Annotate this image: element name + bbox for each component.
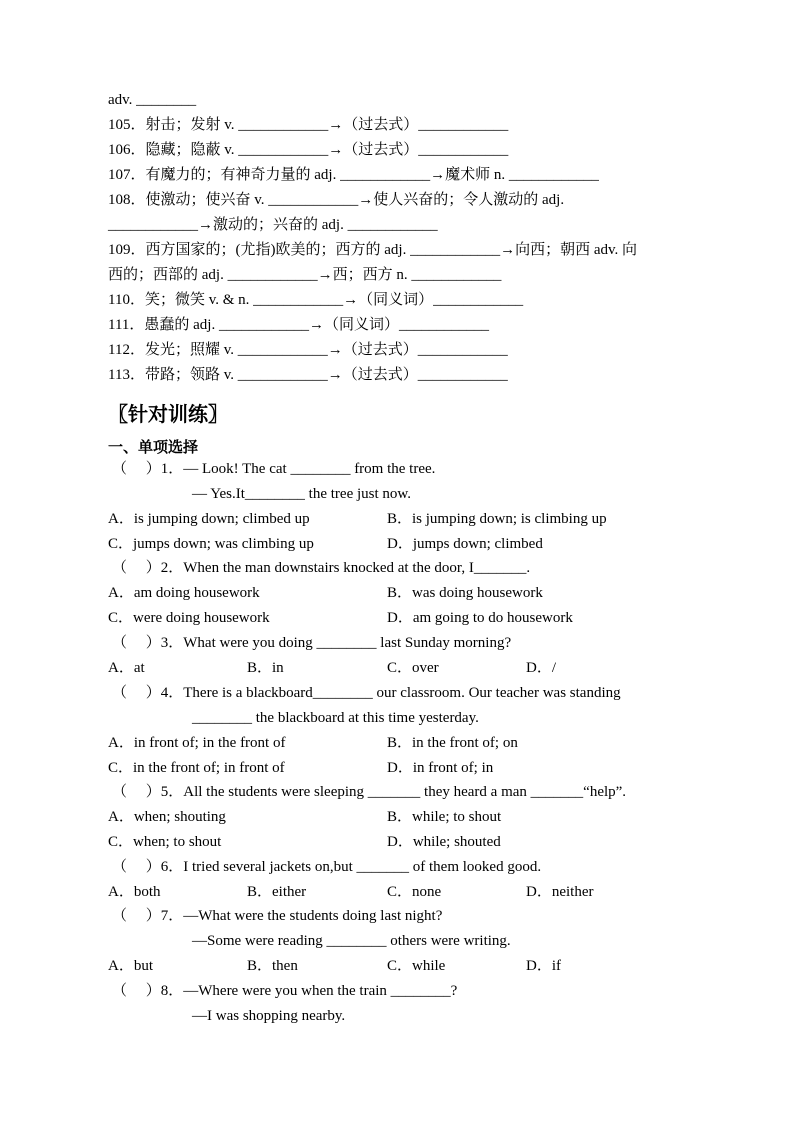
vocab-line-112: 112．发光；照耀 v. ____________→（过去式）____________ [108,342,508,358]
question-6-option-b: B．either [247,884,307,900]
question-1-option-b: B．is jumping down; is climbing up [387,511,607,527]
question-7-option-c: C．while [387,958,446,974]
question-2-option-a: A．am doing housework [108,585,260,601]
question-2-option-b: B．was doing housework [387,585,543,601]
question-4-option-d: D．in front of; in [387,760,494,776]
question-7-stem-2: —Some were reading ________ others were writing. [192,933,511,949]
vocab-line-109: 109．西方国家的；(尤指)欧美的；西方的 adj. ____________→向西；朝西 adv. 向 [108,242,638,258]
question-6-stem: （ ）6．I tried several jackets on,but _______ of them looked good. [112,859,542,875]
question-1-option-a: A．is jumping down; climbed up [108,511,310,527]
question-5-option-b: B．while; to shout [387,809,502,825]
question-7-stem: （ ）7．—What were the students doing last night? [112,908,443,924]
question-5-option-d: D．while; shouted [387,834,501,850]
vocab-line-113: 113．带路；领路 v. ____________→（过去式）____________ [108,367,508,383]
question-4-option-a: A．in front of; in the front of [108,735,286,751]
question-7-option-b: B．then [247,958,298,974]
vocab-line-105: 105．射击；发射 v. ____________→（过去式）____________ [108,117,509,133]
question-2-stem: （ ）2．When the man downstairs knocked at the door, I_______. [112,560,531,576]
question-5-stem: （ ）5．All the students were sleeping _______ they heard a man _______“help”. [112,784,627,800]
question-6-option-a: A．both [108,884,161,900]
question-2-option-d: D．am going to do housework [387,610,573,626]
question-6-option-d: D．neither [526,884,594,900]
question-2-option-c: C．were doing housework [108,610,270,626]
question-4-stem-2: ________ the blackboard at this time yesterday. [192,710,479,726]
question-8-stem-2: —I was shopping nearby. [192,1008,346,1024]
question-1-stem: （ ）1．— Look! The cat ________ from the tree. [112,461,436,477]
question-3-stem: （ ）3．What were you doing ________ last Sunday morning? [112,635,512,651]
question-1-stem-2: — Yes.It________ the tree just now. [192,486,412,502]
vocab-line-104-cont: adv. ________ [108,92,197,108]
question-1-option-c: C．jumps down; was climbing up [108,536,314,552]
vocab-line-106: 106．隐藏；隐蔽 v. ____________→（过去式）____________ [108,142,509,158]
question-7-option-d: D．if [526,958,561,974]
question-3-option-a: A．at [108,660,145,676]
question-6-option-c: C．none [387,884,442,900]
vocab-line-107: 107．有魔力的；有神奇力量的 adj. ____________→魔术师 n. ____________ [108,167,599,183]
question-5-option-c: C．when; to shout [108,834,222,850]
vocab-line-111: 111．愚蠢的 adj. ____________→（同义词）____________ [108,317,489,333]
vocab-line-108-cont: ____________→激动的；兴奋的 adj. ____________ [108,217,438,233]
question-3-option-d: D．/ [526,660,557,676]
section-title: 〖针对训练〗 [108,402,228,426]
vocab-line-110: 110．笑；微笑 v. & n. ____________→（同义词）____________ [108,292,524,308]
question-1-option-d: D．jumps down; climbed [387,536,543,552]
question-8-stem: （ ）8．—Where were you when the train ________? [112,983,458,999]
subsection-title: 一、单项选择 [108,438,199,456]
vocab-line-108: 108．使激动；使兴奋 v. ____________→使人兴奋的；令人激动的 adj. [108,192,565,208]
question-4-stem: （ ）4．There is a blackboard________ our classroom. Our teacher was standing [112,685,621,701]
question-3-option-c: C．over [387,660,439,676]
question-4-option-b: B．in the front of; on [387,735,518,751]
question-5-option-a: A．when; shouting [108,809,226,825]
question-7-option-a: A．but [108,958,154,974]
question-3-option-b: B．in [247,660,284,676]
question-4-option-c: C．in the front of; in front of [108,760,285,776]
vocab-line-109-cont: 西的；西部的 adj. ____________→西；西方 n. ____________ [108,267,502,283]
